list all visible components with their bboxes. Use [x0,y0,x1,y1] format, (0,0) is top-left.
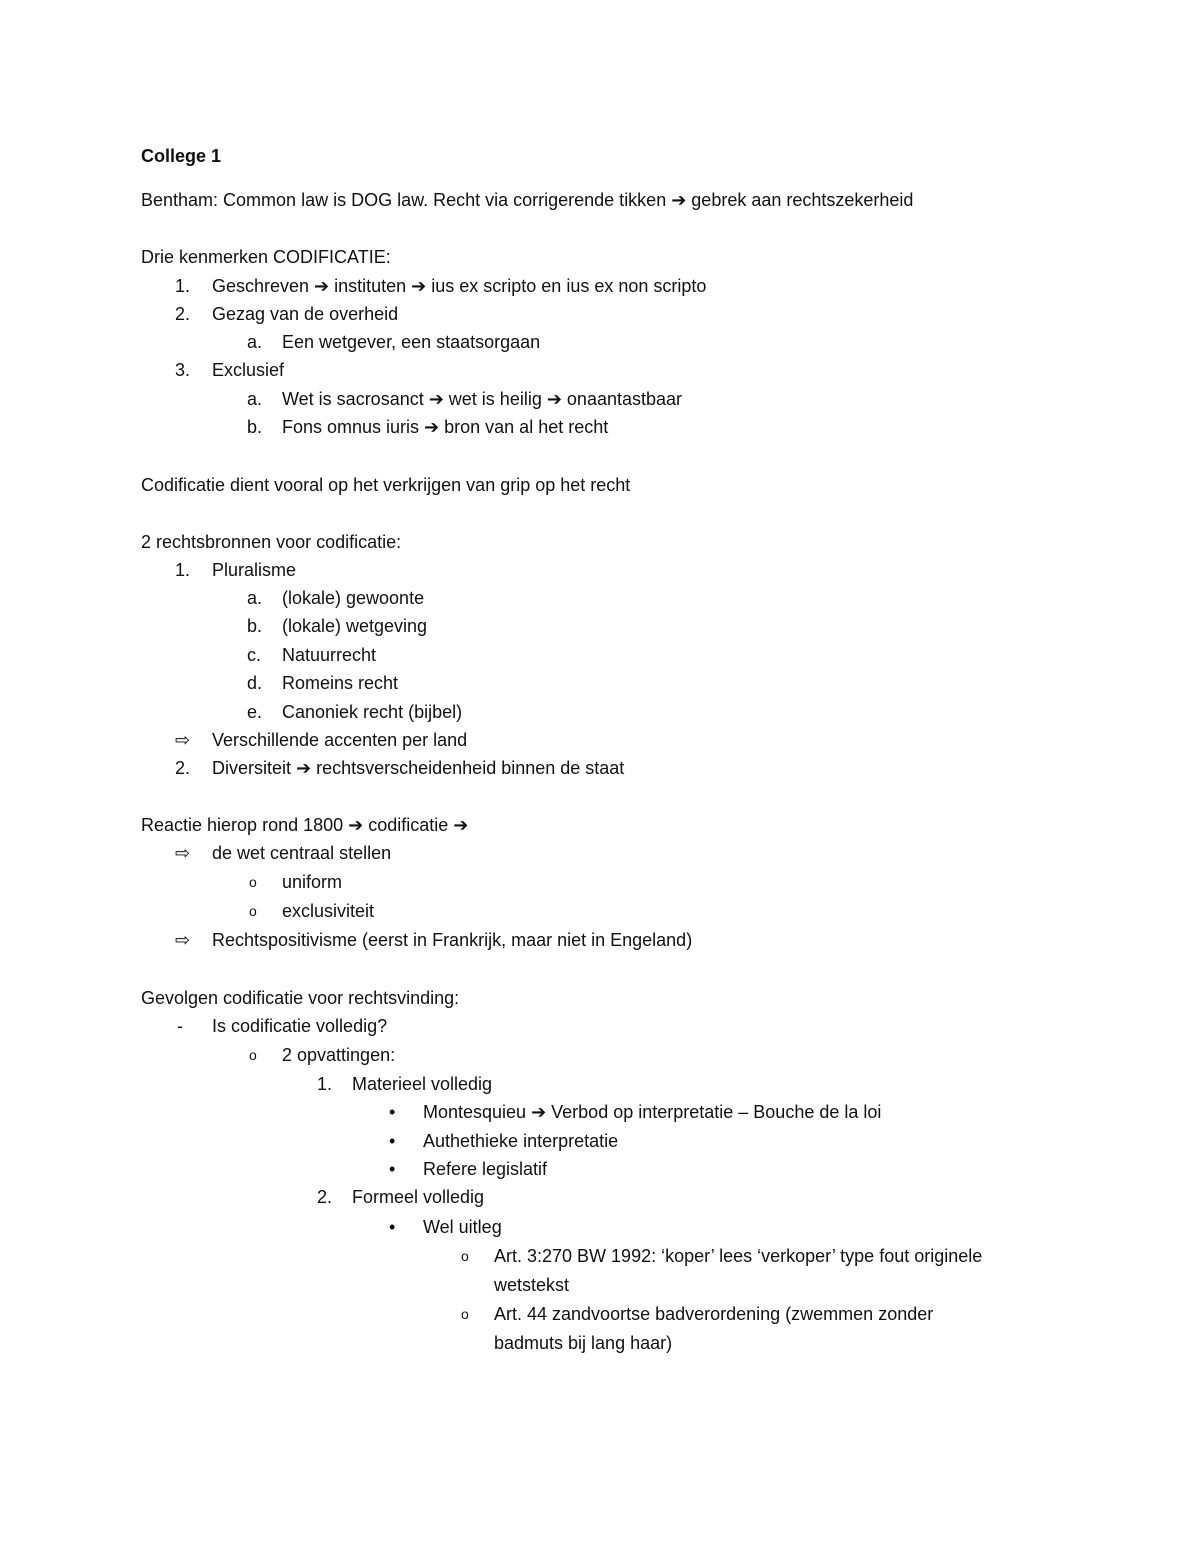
list-marker: 3. [175,360,191,380]
arrow-marker-icon: ⇨ [175,930,191,950]
circle-bullet-icon: o [249,903,257,919]
list-item: Authethieke interpretatie [423,1131,619,1151]
list-item: Verschillende accenten per land [212,730,468,750]
list-item: Romeins recht [282,673,399,693]
list-item: Natuurrecht [282,645,377,665]
dash-bullet-icon: - [177,1016,183,1036]
circle-bullet-icon: o [461,1306,469,1322]
section-heading-gevolgen: Gevolgen codificatie voor rechtsvinding: [141,988,460,1008]
list-item: Wet is sacrosanct ➔ wet is heilig ➔ onaantastbaar [282,389,683,409]
circle-bullet-icon: o [461,1248,469,1264]
list-marker: b. [247,417,263,437]
list-item: Rechtspositivisme (eerst in Frankrijk, maar niet in Engeland) [212,930,693,950]
list-marker: e. [247,702,263,722]
list-marker: a. [247,588,263,608]
circle-bullet-icon: o [249,1047,257,1063]
list-item: Formeel volledig [352,1187,485,1207]
intro-paragraph: Bentham: Common law is DOG law. Recht via corrigerende tikken ➔ gebrek aan rechtszekerheid [141,190,914,210]
list-item: Geschreven ➔ instituten ➔ ius ex scripto en ius ex non scripto [212,276,707,296]
list-marker: b. [247,616,263,636]
list-item: Materieel volledig [352,1074,493,1094]
list-marker: 2. [317,1187,333,1207]
list-item: Art. 3:270 BW 1992: ‘koper’ lees ‘verkoper’ type fout originele [494,1246,983,1266]
list-marker: a. [247,332,263,352]
section-heading-reactie: Reactie hierop rond 1800 ➔ codificatie ➔ [141,815,469,835]
section-heading-rechtsbronnen: 2 rechtsbronnen voor codificatie: [141,532,402,552]
list-marker: 2. [175,758,191,778]
list-item: (lokale) wetgeving [282,616,428,636]
list-item: Fons omnus iuris ➔ bron van al het recht [282,417,609,437]
list-marker: 1. [317,1074,333,1094]
list-item: Art. 44 zandvoortse badverordening (zwemmen zonder [494,1304,934,1324]
list-marker: c. [247,645,262,665]
list-item: 2 opvattingen: [282,1045,396,1065]
list-item: de wet centraal stellen [212,843,392,863]
arrow-marker-icon: ⇨ [175,843,191,863]
section-heading-kenmerken: Drie kenmerken CODIFICATIE: [141,247,391,267]
bullet-dot-icon: • [389,1159,396,1179]
list-item: Diversiteit ➔ rechtsverscheidenheid binnen de staat [212,758,625,778]
list-marker: 2. [175,304,191,324]
document-title: College 1 [141,146,222,166]
arrow-marker-icon: ⇨ [175,730,191,750]
list-marker: 1. [175,560,191,580]
list-item: Een wetgever, een staatsorgaan [282,332,541,352]
list-item: Canoniek recht (bijbel) [282,702,463,722]
list-item: Is codificatie volledig? [212,1016,388,1036]
list-marker: d. [247,673,263,693]
list-marker: 1. [175,276,191,296]
list-item: (lokale) gewoonte [282,588,425,608]
list-item: Montesquieu ➔ Verbod op interpretatie – Bouche de la loi [423,1102,882,1122]
bullet-dot-icon: • [389,1102,396,1122]
list-item: Pluralisme [212,560,297,580]
list-marker: a. [247,389,263,409]
bullet-dot-icon: • [389,1217,396,1237]
list-item: Refere legislatif [423,1159,548,1179]
list-item: Wel uitleg [423,1217,502,1237]
list-item-continuation: badmuts bij lang haar) [494,1333,673,1353]
list-item: Exclusief [212,360,285,380]
statement-paragraph: Codificatie dient vooral op het verkrijgen van grip op het recht [141,475,631,495]
list-item-continuation: wetstekst [494,1275,570,1295]
list-item: exclusiviteit [282,901,375,921]
bullet-dot-icon: • [389,1131,396,1151]
list-item: uniform [282,872,343,892]
circle-bullet-icon: o [249,874,257,890]
list-item: Gezag van de overheid [212,304,399,324]
